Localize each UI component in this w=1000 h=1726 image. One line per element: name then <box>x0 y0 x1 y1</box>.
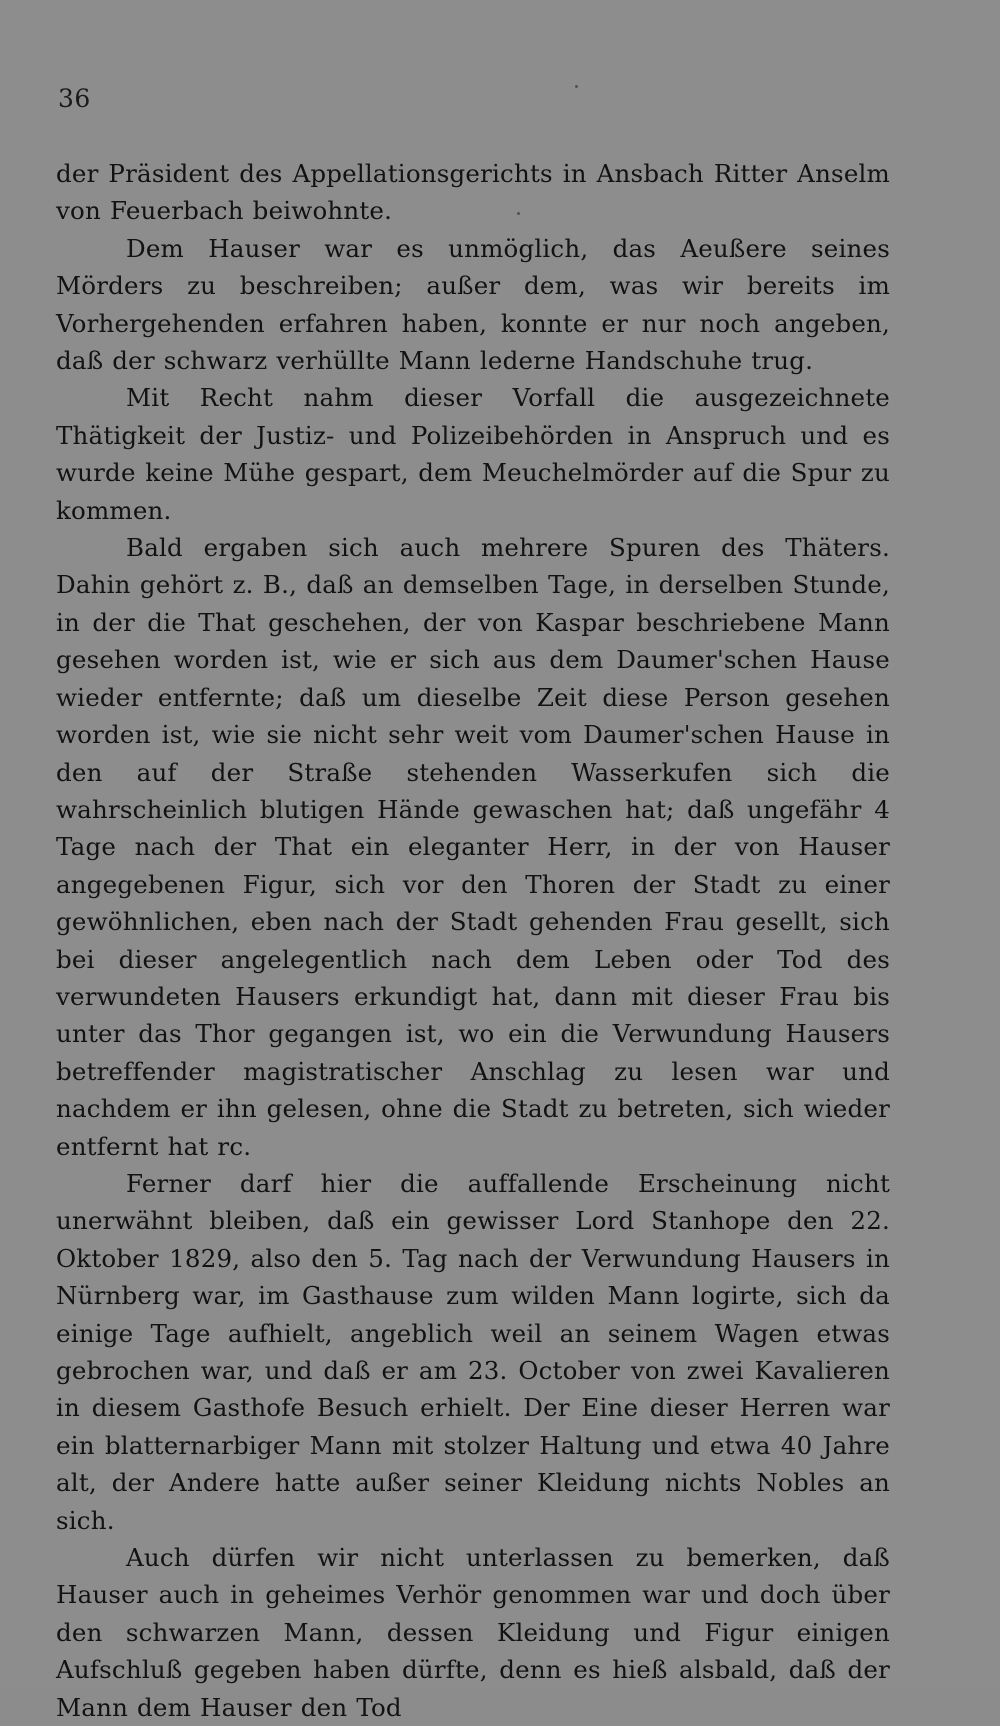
paragraph: Bald ergaben sich auch mehrere Spuren des Thäters. Dahin gehört z. B., daß an demselben Tage, in derselben Stunde, in der die That geschehen, der von Kaspar beschriebene Mann gesehen worden ist, wie er sich aus dem Daumer'schen Hause wieder entfernte; daß um dieselbe Zeit diese Person gesehen worden ist, wie sie nicht sehr weit vom Daumer'schen Hause in den auf der Straße stehenden Wasserkufen sich die wahrscheinlich blutigen Hände gewaschen hat; daß ungefähr 4 Tage nach der That ein eleganter Herr, in der von Hauser angegebenen Figur, sich vor den Thoren der Stadt zu einer gewöhnlichen, eben nach der Stadt gehenden Frau gesellt, sich bei dieser angelegentlich nach dem Leben oder Tod des verwundeten Hausers erkundigt hat, dann mit dieser Frau bis unter das Thor gegangen ist, wo ein die Verwundung Hausers betreffender magistratischer Anschlag zu lesen war und nachdem er ihn gelesen, ohne die Stadt zu betreten, sich wieder entfernt hat rc. <box>56 533 890 1161</box>
paragraph: Ferner darf hier die auffallende Erscheinung nicht unerwähnt bleiben, daß ein gewisser Lord Stanhope den 22. Oktober 1829, also den 5. Tag nach der Verwundung Hausers in Nürnberg war, im Gasthause zum wilden Mann logirte, sich da einige Tage aufhielt, angeblich weil an seinem Wagen etwas gebrochen war, und daß er am 23. October von zwei Kavalieren in diesem Gasthofe Besuch erhielt. Der Eine dieser Herren war ein blatternarbiger Mann mit stolzer Haltung und etwa 40 Jahre alt, der Andere hatte außer seiner Kleidung nichts Nobles an sich. <box>56 1168 890 1535</box>
scan-speck <box>517 212 520 215</box>
paragraph: der Präsident des Appellationsgerichts in Ansbach Ritter Anselm von Feuerbach beiwohnte. <box>56 159 890 226</box>
paragraph: Dem Hauser war es unmöglich, das Aeußere seines Mörders zu beschreiben; außer dem, was wir bereits im Vorhergehenden erfahren haben, konnte er nur noch angeben, daß der schwarz verhüllte Mann lederne Handschuhe trug. <box>56 233 890 376</box>
scan-speck <box>575 85 578 88</box>
page-number: 36 <box>58 84 91 113</box>
body-text <box>56 155 890 1726</box>
paragraph: Auch dürfen wir nicht unterlassen zu bemerken, daß Hauser auch in geheimes Verhör genommen war und doch über den schwarzen Mann, dessen Kleidung und Figur einigen Aufschluß gegeben haben dürfte, denn es hieß alsbald, daß der Mann dem Hauser den Tod <box>56 1543 890 1722</box>
paragraph: Mit Recht nahm dieser Vorfall die ausgezeichnete Thätigkeit der Justiz- und Polizeibehörden in Anspruch und es wurde keine Mühe gespart, dem Meuchelmörder auf die Spur zu kommen. <box>56 383 890 525</box>
